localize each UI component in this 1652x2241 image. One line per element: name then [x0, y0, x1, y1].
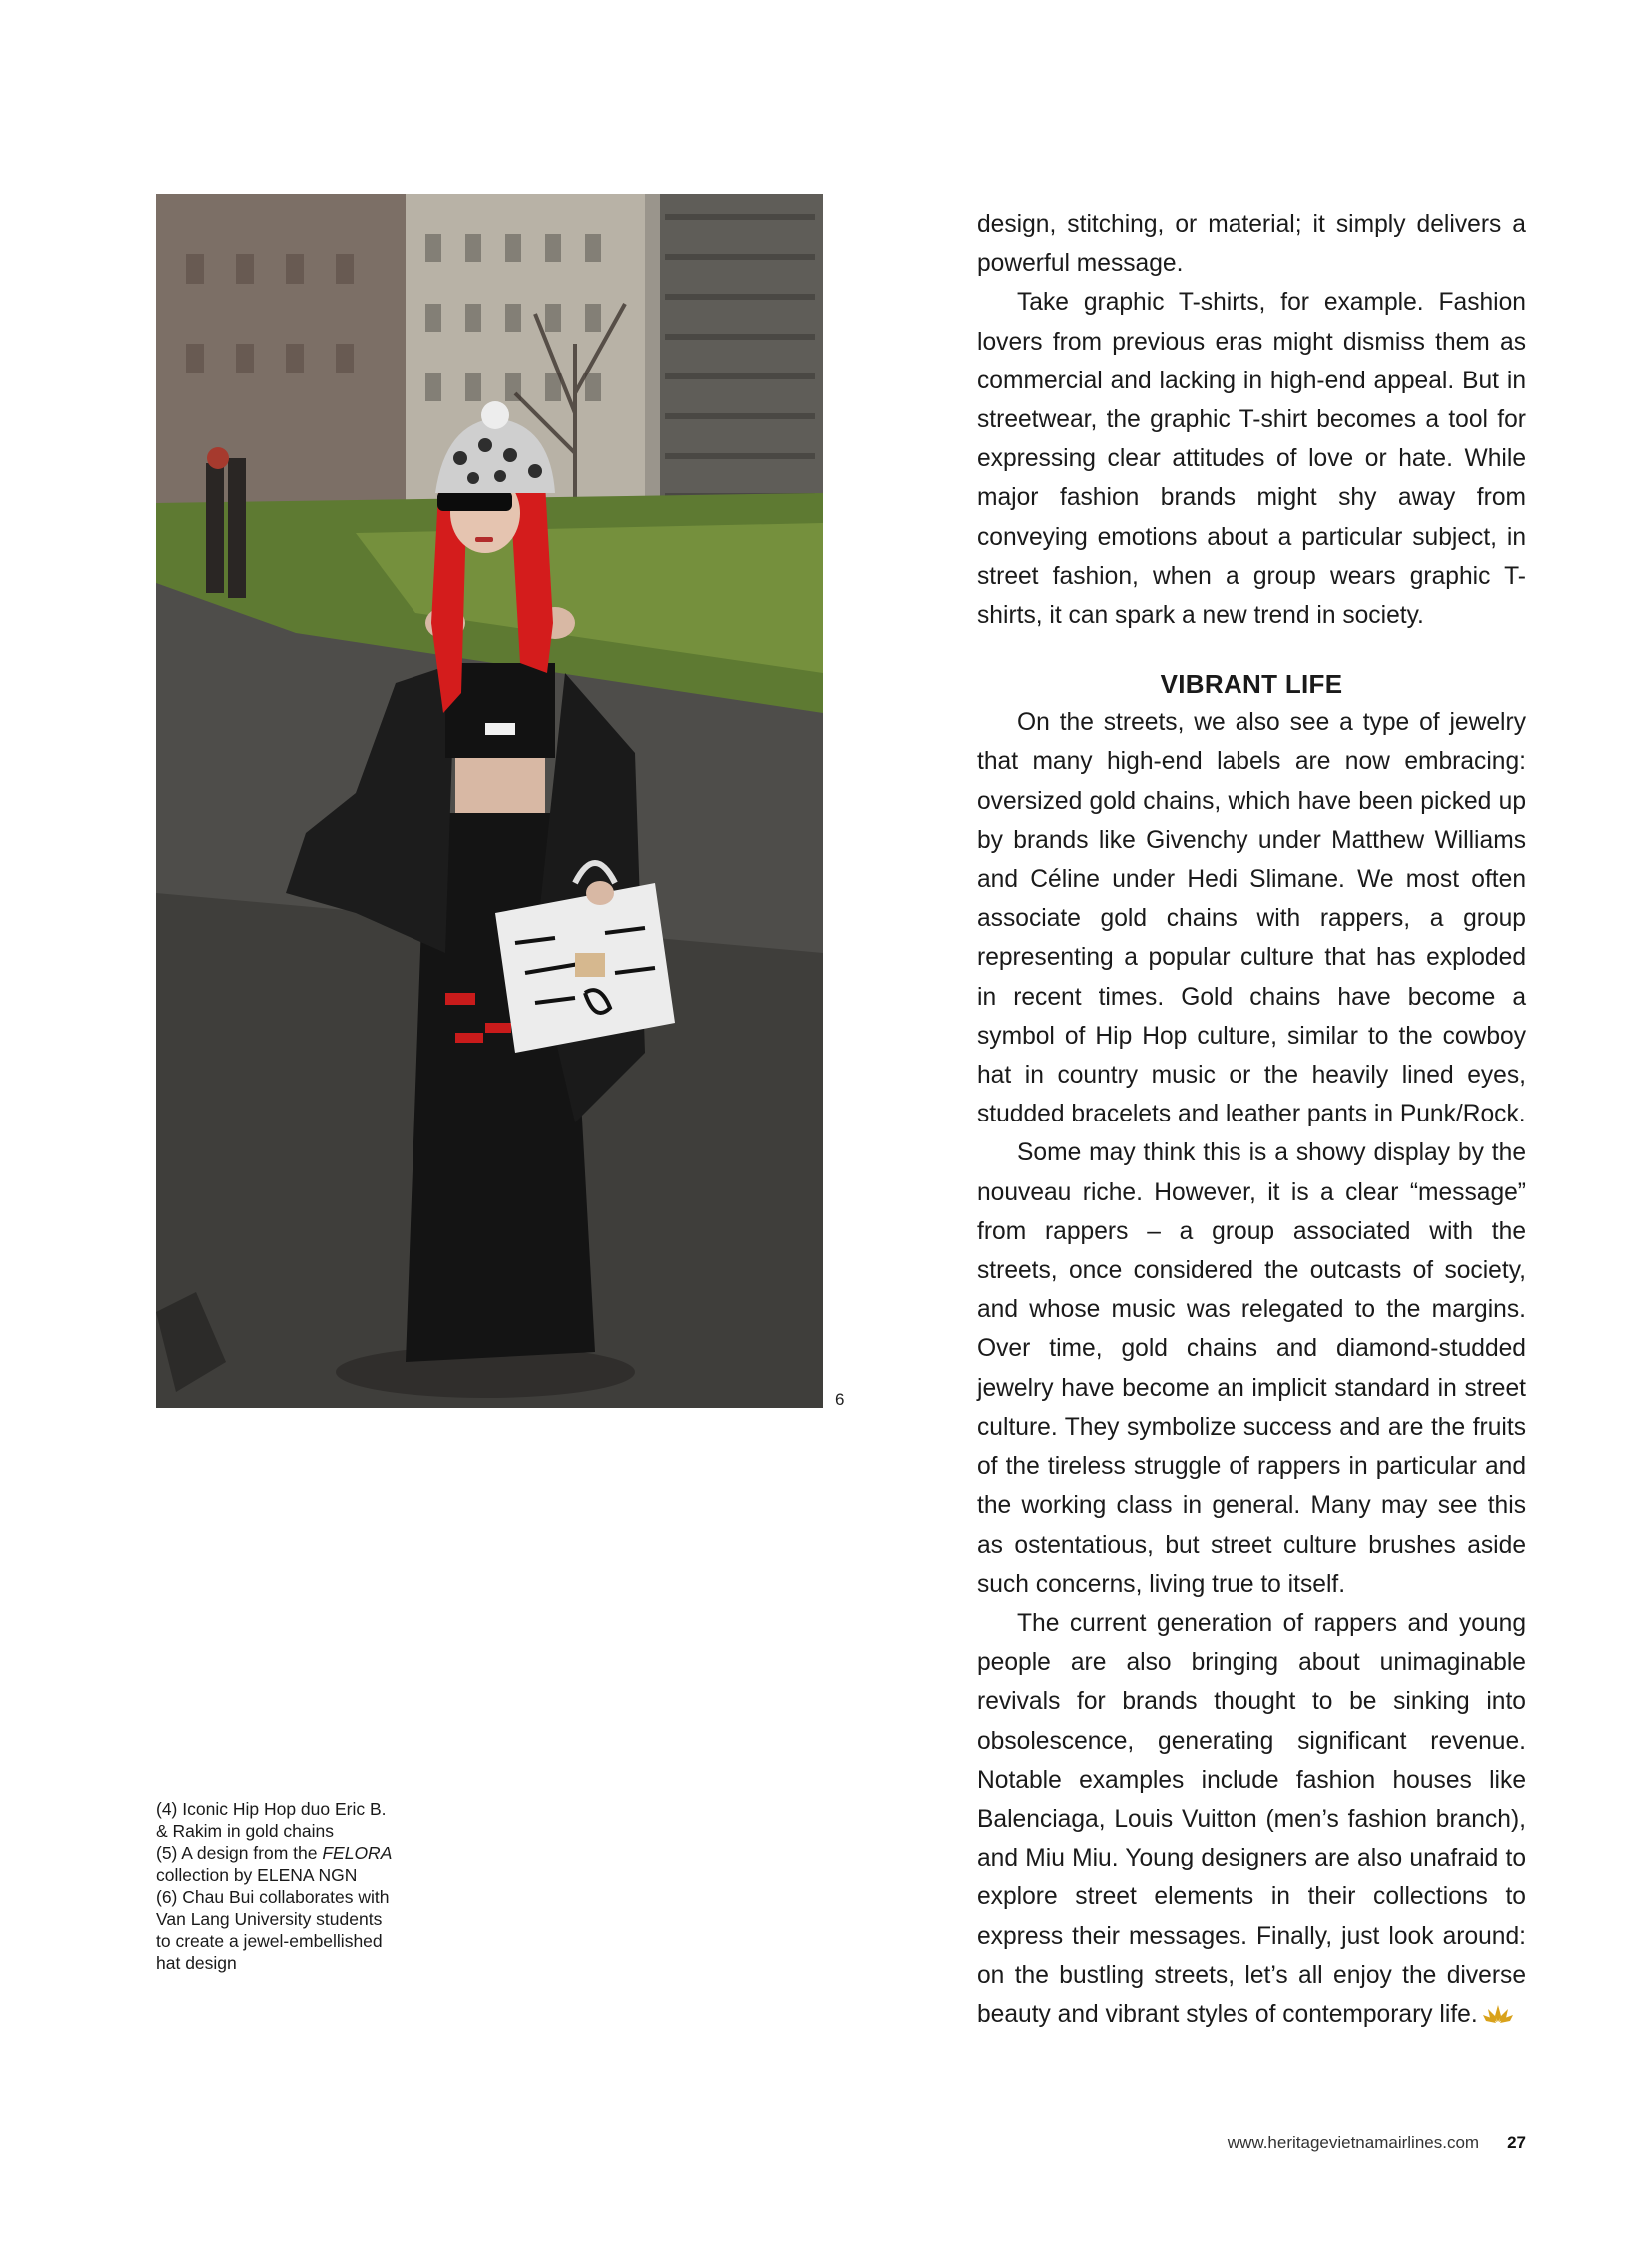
caption-5-text-after: collection by ELENA NGN [156, 1865, 358, 1885]
caption-5-text-before: (5) A design from the [156, 1843, 323, 1864]
article-paragraph-5-text: The current generation of rappers and young people are also bringing about unimaginable revivals for brands thought to be sinking into obsolescence, generating significant revenue. Notable examples include fashion houses like Balenciaga, Louis Vuitton (men’s fashion branch), and Miu Miu. Young designers are also unafraid to explore street elements in their collections to express their messages. Finally, just look around: on the bustling streets, let’s all enjoy the diverse beauty and vibrant styles of contemporary life. [977, 1609, 1526, 2028]
article-paragraph-1: design, stitching, or material; it simply delivers a powerful message. [977, 211, 1526, 278]
footer-url[interactable]: www.heritagevietnamairlines.com [1227, 2133, 1480, 2152]
article-paragraph-2: Take graphic T-shirts, for example. Fashion lovers from previous eras might dismiss them as commercial and lacking in high-end appeal. But in streetwear, the graphic T-shirt becomes a tool for expressing clear attitudes of love or hate. While major fashion brands might shy away from conveying emotions about a particular subject, in street fashion, when a group wears graphic T-shirts, it can spark a new trend in society. [977, 289, 1526, 630]
caption-4 [156, 1798, 396, 1842]
page-footer [1228, 2133, 1526, 2153]
lotus-end-mark-icon [1482, 2004, 1514, 2024]
caption-6-text: (6) Chau Bui collaborates with Van Lang University students to create a jewel-embellished hat design [156, 1886, 390, 1974]
article-paragraph-5 [977, 1604, 1526, 2034]
article-paragraph-3: On the streets, we also see a type of jewelry that many high-end labels are now embracing: oversized gold chains, which have been picked up by brands like Givenchy under Matthew Williams and Céline under Hedi Slimane. We most often associate gold chains with rappers, a group representing a popular culture that has exploded in recent times. Gold chains have become a symbol of Hip Hop culture, similar to the cowboy hat in country music or the heavily lined eyes, studded bracelets and leather pants in Punk/Rock. [977, 709, 1526, 1128]
photo-illustration [156, 194, 823, 1408]
article-paragraph-4: Some may think this is a showy display by the nouveau riche. However, it is a clear “message” from rappers – a group associated with the streets, once considered the outcasts of society, and whose music was relegated to the margins. Over time, gold chains and diamond-studded jewelry have become an implicit standard in street culture. They symbolize success and are the fruits of the tireless struggle of rappers in particular and the working class in general. Many may see this as ostentatious, but street culture brushes aside such concerns, living true to itself. [977, 1139, 1526, 1598]
street-fashion-photo [156, 194, 823, 1408]
caption-6 [156, 1886, 396, 1975]
section-heading: VIBRANT LIFE [1160, 669, 1343, 700]
caption-4-text: (4) Iconic Hip Hop duo Eric B. & Rakim in gold chains [156, 1799, 387, 1842]
caption-5-collection-name: FELORA [322, 1843, 393, 1864]
article-body [977, 205, 1526, 2034]
photo-captions [156, 1798, 396, 1975]
photo-number: 6 [835, 1390, 845, 1409]
page-number: 27 [1507, 2133, 1526, 2152]
caption-5 [156, 1842, 396, 1885]
